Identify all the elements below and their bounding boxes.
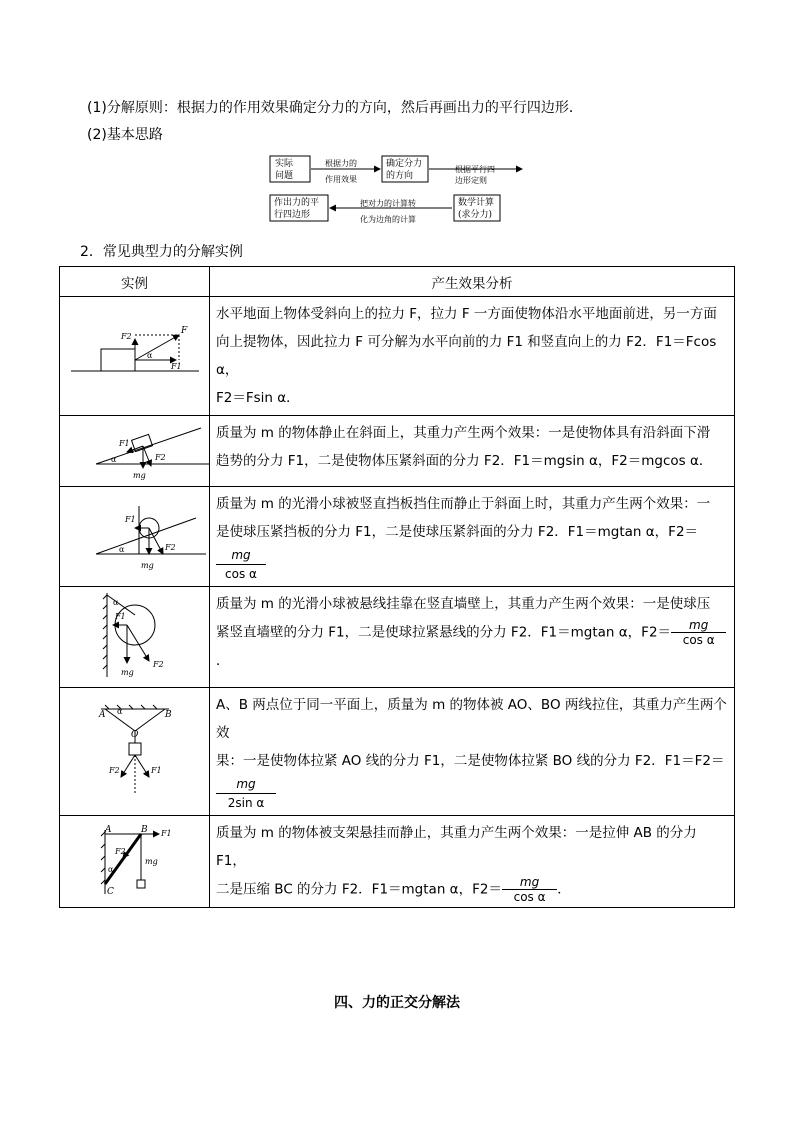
analysis-cell: 质量为 m 的光滑小球被竖直挡板挡住而静止于斜面上时，其重力产生两个效果：一 是使球压紧挡板的分力 F1，二是使球压紧斜面的分力 F2．F1＝mgtan α，F2＝ mg cos α bbox=[210, 487, 735, 587]
analysis-cell: 质量为 m 的物体静止在斜面上，其重力产生两个效果：一是使物体具有沿斜面下滑 趋势的分力 F1，二是使物体压紧斜面的分力 F2．F1＝mgsin α，F2＝mgcos α． bbox=[210, 416, 735, 487]
svg-text:A: A bbox=[104, 824, 111, 835]
figure-cell bbox=[60, 816, 210, 908]
figure-pulled-block bbox=[61, 315, 209, 393]
section-2-title: 2．常见典型力的分解实例 bbox=[80, 244, 243, 260]
figure-cell bbox=[60, 587, 210, 688]
svg-text:F1: F1 bbox=[150, 765, 162, 775]
principle-line: (1)分解原则：根据力的作用效果确定分力的方向，然后再画出力的平行四边形． bbox=[87, 100, 583, 116]
flow-arrow-2-l2: 边形定则 bbox=[455, 176, 487, 185]
header-analysis: 产生效果分析 bbox=[210, 267, 735, 297]
svg-text:F1: F1 bbox=[118, 439, 130, 448]
figure-cell bbox=[60, 487, 210, 587]
flow-chart bbox=[0, 0, 794, 240]
svg-text:B: B bbox=[164, 709, 172, 720]
svg-text:mg: mg bbox=[144, 856, 158, 866]
fraction: $\frac{mg}{\text{cos α}}$ bbox=[671, 618, 726, 647]
svg-text:α: α bbox=[146, 351, 152, 360]
svg-text:O: O bbox=[130, 729, 138, 740]
svg-text:F2: F2 bbox=[164, 542, 176, 552]
fraction: $\frac{mg}{\text{cos α}}$ bbox=[502, 875, 557, 904]
fraction: mg cos α bbox=[216, 546, 266, 583]
flow-box-1-l1: 实际 bbox=[275, 159, 294, 169]
svg-text:F1: F1 bbox=[124, 514, 136, 524]
decomposition-table bbox=[59, 266, 735, 908]
table-header-row bbox=[60, 267, 735, 297]
svg-text:F2: F2 bbox=[114, 846, 126, 856]
table-row bbox=[60, 816, 735, 908]
table-row bbox=[60, 416, 735, 487]
svg-text:F1: F1 bbox=[160, 828, 172, 838]
svg-text:α: α bbox=[107, 864, 113, 874]
svg-text:mg: mg bbox=[120, 668, 134, 677]
table-row bbox=[60, 688, 735, 816]
basic-idea-line: (2)基本思路 bbox=[87, 127, 163, 143]
table-row bbox=[60, 297, 735, 416]
svg-text:F1: F1 bbox=[170, 362, 182, 371]
analysis-cell: 质量为 m 的光滑小球被悬线挂靠在竖直墙壁上，其重力产生两个效果：一是使球压 紧竖直墙壁的分力 F1，二是使球拉紧悬线的分力 F2．F1＝mgtan α，F2＝ $\frac{mg}{\text{cos α}}$ ． bbox=[210, 587, 735, 688]
svg-text:B: B bbox=[140, 824, 148, 835]
figure-cell bbox=[60, 688, 210, 816]
figure-cell bbox=[60, 416, 210, 487]
flow-box-4-l2: (求分力) bbox=[458, 210, 493, 220]
flow-box-3-l2: 行四边形 bbox=[274, 210, 311, 220]
analysis-cell: 质量为 m 的物体被支架悬挂而静止，其重力产生两个效果：一是拉伸 AB 的分力 F1， 二是压缩 BC 的分力 F2．F1＝mgtan α，F2＝ $\frac{mg}{\text{cos α}}$ ． bbox=[210, 816, 735, 908]
analysis-cell: 水平地面上物体受斜向上的拉力 F，拉力 F 一方面使物体沿水平地面前进，另一方面 向上提物体，因此拉力 F 可分解为水平向前的力 F1 和竖直向上的力 F2．F1＝Fcos α， F2＝Fsin α． bbox=[210, 297, 735, 416]
table-row bbox=[60, 587, 735, 688]
flow-arrow-1-l2: 作用效果 bbox=[325, 175, 357, 184]
flow-box-3-l1: 作出力的平 bbox=[274, 198, 320, 208]
svg-text:C: C bbox=[106, 886, 114, 896]
section-4-title: 四、力的正交分解法 bbox=[334, 995, 460, 1011]
svg-text:F1: F1 bbox=[114, 612, 126, 621]
svg-text:α: α bbox=[112, 598, 118, 607]
figure-bracket bbox=[61, 824, 209, 896]
svg-text:F2: F2 bbox=[154, 453, 166, 462]
figure-ball-incline-board bbox=[61, 488, 209, 582]
svg-text:F2: F2 bbox=[120, 332, 132, 341]
svg-text:F2: F2 bbox=[152, 660, 164, 669]
figure-two-strings bbox=[61, 699, 209, 801]
analysis-cell: A、B 两点位于同一平面上，质量为 m 的物体被 AO、BO 两线拉住，其重力产生两个效 果：一是使物体拉紧 AO 线的分力 F1，二是使物体拉紧 BO 线的分力 F2．F1＝F2＝ mg 2sin α bbox=[210, 688, 735, 816]
flow-box-1-l2: 问题 bbox=[275, 171, 294, 181]
flow-arrow-3-l1: 把对力的计算转 bbox=[360, 199, 416, 208]
flow-box-2-l1: 确定分力 bbox=[386, 159, 423, 169]
svg-text:mg: mg bbox=[140, 560, 154, 570]
flow-arrow-2-l1: 根据平行四 bbox=[455, 165, 495, 174]
flow-arrow-3-l2: 化为边角的计算 bbox=[360, 215, 416, 224]
svg-text:α: α bbox=[118, 544, 124, 554]
table-row bbox=[60, 487, 735, 587]
flow-box-2-l2: 的方向 bbox=[386, 171, 414, 181]
svg-text:F: F bbox=[180, 326, 187, 336]
figure-cell bbox=[60, 297, 210, 416]
svg-text:A: A bbox=[98, 709, 105, 720]
flow-arrow-1-l1: 根据力的 bbox=[325, 159, 357, 168]
flow-box-4-l1: 数学计算 bbox=[458, 198, 495, 208]
svg-text:F2: F2 bbox=[108, 765, 120, 775]
svg-text:α: α bbox=[116, 706, 122, 716]
figure-incline-block bbox=[61, 416, 209, 482]
svg-text:mg: mg bbox=[132, 471, 146, 480]
svg-text:α: α bbox=[110, 455, 116, 464]
fraction: mg 2sin α bbox=[216, 775, 276, 812]
figure-ball-wall-string bbox=[61, 587, 209, 683]
header-example: 实例 bbox=[60, 267, 210, 297]
